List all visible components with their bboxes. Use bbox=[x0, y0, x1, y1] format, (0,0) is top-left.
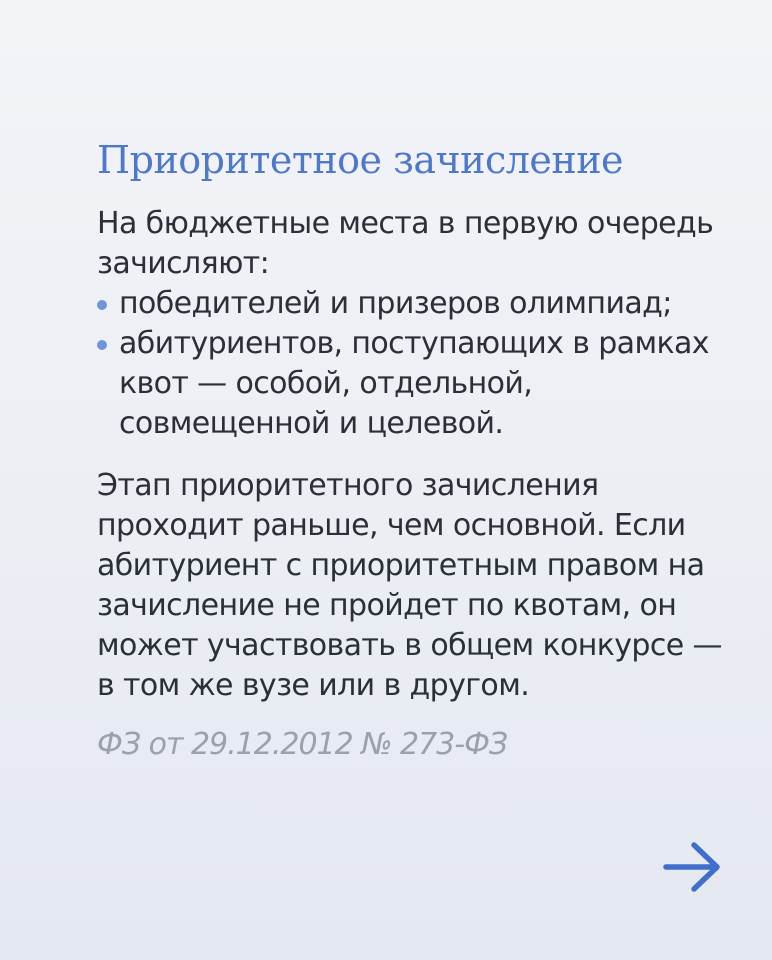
arrow-right-icon bbox=[662, 840, 724, 894]
slide-title: Приоритетное зачисление bbox=[97, 138, 624, 182]
list-item-text: победителей и призеров олимпиад; bbox=[119, 286, 672, 321]
next-slide-button[interactable] bbox=[662, 840, 724, 894]
list-item bbox=[97, 284, 737, 324]
bullet-icon bbox=[97, 300, 107, 310]
intro-text: На бюджетные места в первую очередь зачисляют: bbox=[97, 206, 714, 281]
list-item bbox=[97, 324, 737, 444]
body-paragraph: Этап приоритетного зачисления проходит раньше, чем основной. Если абитуриент с приоритетным правом на зачисление не пройдет по квотам, он может участвовать в общем конкурсе — в том же вузе или в другом. bbox=[97, 468, 722, 703]
priority-list bbox=[97, 284, 737, 444]
law-citation: ФЗ от 29.12.2012 № 273-ФЗ bbox=[97, 727, 508, 762]
list-item-text: абитуриентов, поступающих в рамках квот — особой, отдельной, совмещенной и целевой. bbox=[119, 326, 709, 441]
bullet-icon bbox=[97, 340, 107, 350]
